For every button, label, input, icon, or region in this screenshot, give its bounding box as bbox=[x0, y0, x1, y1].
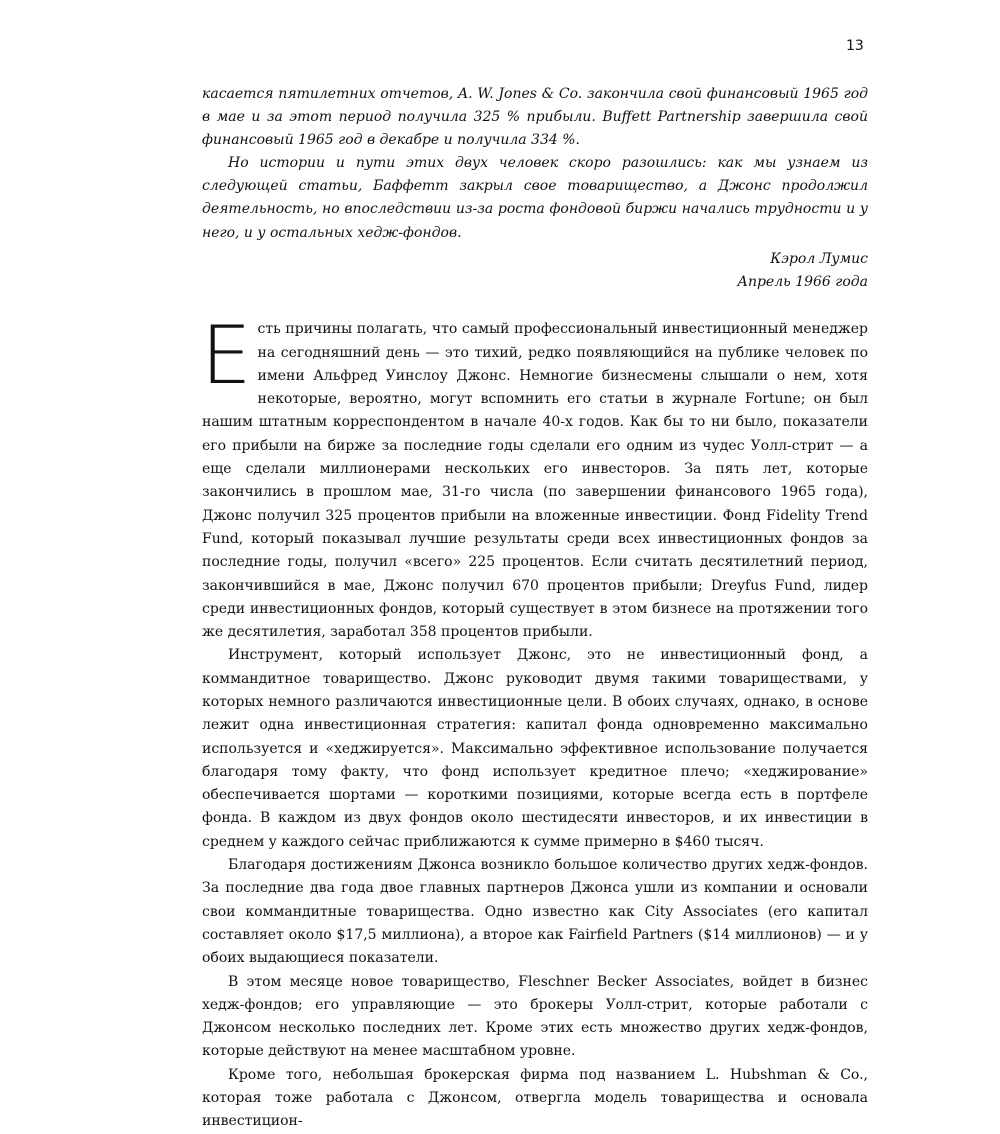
drop-cap: Е bbox=[201, 309, 252, 403]
page-number: 13 bbox=[846, 38, 864, 54]
article-paragraph: В этом месяце новое товарищество, Fleschner Becker Associates, войдет в бизнес хедж-фондов; его управляющие — это брокеры Уолл-стрит, которые работали с Джонсом несколько последних лет. Кроме этих есть множество других хедж-фондов, которые действуют на менее масштабном уровне. bbox=[202, 973, 868, 1060]
article-body bbox=[201, 309, 868, 1133]
article-date: Апрель 1966 года bbox=[737, 273, 868, 290]
text-column bbox=[202, 83, 868, 1134]
first-paragraph-text: сть причины полагать, что самый профессиональный инвестиционный менеджер на сегодняшний день — это тихий, редко появляющийся на публике человек по имени Альфред Уинслоу Джонс. Немногие бизнесмены слышали о нем, хотя некоторые, вероятно, могут вспомнить его статьи в журнале Fortune; он был нашим штатным корреспондентом в начале 40-х годов. Как бы то ни было, показатели его прибыли на бирже за последние годы сделали его одним из чудес Уолл-стрит — а еще сделали миллионерами нескольких его инвесторов. За пять лет, которые закончились в прошлом мае, 31-го числа (по завершении финансового 1965 года), Джонс получил 325 процентов прибыли на вложенные инвестиции. Фонд Fidelity Trend Fund, который показывал лучшие результаты среди всех инвестиционных фондов за последние годы, получил «всего» 225 процентов. Если считать десятилетний период, закончившийся в мае, Джонс получил 670 процентов прибыли; Dreyfus Fund, лидер среди инвестиционных фондов, который существует в этом бизнесе на протяжении того же десятилетия, заработал 358 процентов прибыли. bbox=[202, 321, 868, 641]
intro-paragraph: Но истории и пути этих двух человек скоро разошлись: как мы узнаем из следующей статьи, Баффетт закрыл свое товарищество, а Джонс продолжил деятельность, но впоследствии из-за роста фондовой биржи начались трудности и у него, и у остальных хедж-фондов. bbox=[202, 155, 868, 241]
author-name: Кэрол Лумис bbox=[770, 250, 868, 267]
intro-signature bbox=[202, 248, 868, 295]
intro-paragraph: касается пятилетних отчетов, A. W. Jones & Co. закончила свой финансовый 1965 год в мае и за этот период получила 325 % прибыли. Buffett Partnership завершила свой финансовый 1965 год в декабре и получила 334 %. bbox=[202, 86, 868, 149]
editor-intro bbox=[202, 83, 868, 245]
article-paragraph: Благодаря достижениям Джонса возникло большое количество других хедж-фондов. За последние два года двое главных партнеров Джонса ушли из компании и основали свои коммандитные товарищества. Одно известно как City Associates (его капитал составляет около $17,5 миллиона), а второе как Fairfield Partners ($14 миллионов) — и у обоих выдающиеся показатели. bbox=[202, 857, 868, 967]
article-paragraph: Инструмент, который использует Джонс, это не инвестиционный фонд, а коммандитное товарищество. Джонс руководит двумя такими товариществами, у которых немного различаются инвестиционные цели. В обоих случаях, однако, в основе лежит одна инвестиционная стратегия: капитал фонда одновременно максимально используется и «хеджируется». Максимально эффективное использование получается благодаря тому факту, что фонд использует кредитное плечо; «хеджирование» обеспечивается шортами — короткими позициями, которые всегда есть в портфеле фонда. В каждом из двух фондов около шестидесяти инвесторов, и их инвестиции в среднем у каждого сейчас приближаются к сумме примерно в $460 тысяч. bbox=[202, 647, 868, 850]
article-paragraph bbox=[201, 309, 868, 644]
article-paragraph: Кроме того, небольшая брокерская фирма под названием L. Hubshman & Co., которая тоже работала с Джонсом, отвергла модель товарищества и основала инвестицион- bbox=[202, 1066, 868, 1130]
